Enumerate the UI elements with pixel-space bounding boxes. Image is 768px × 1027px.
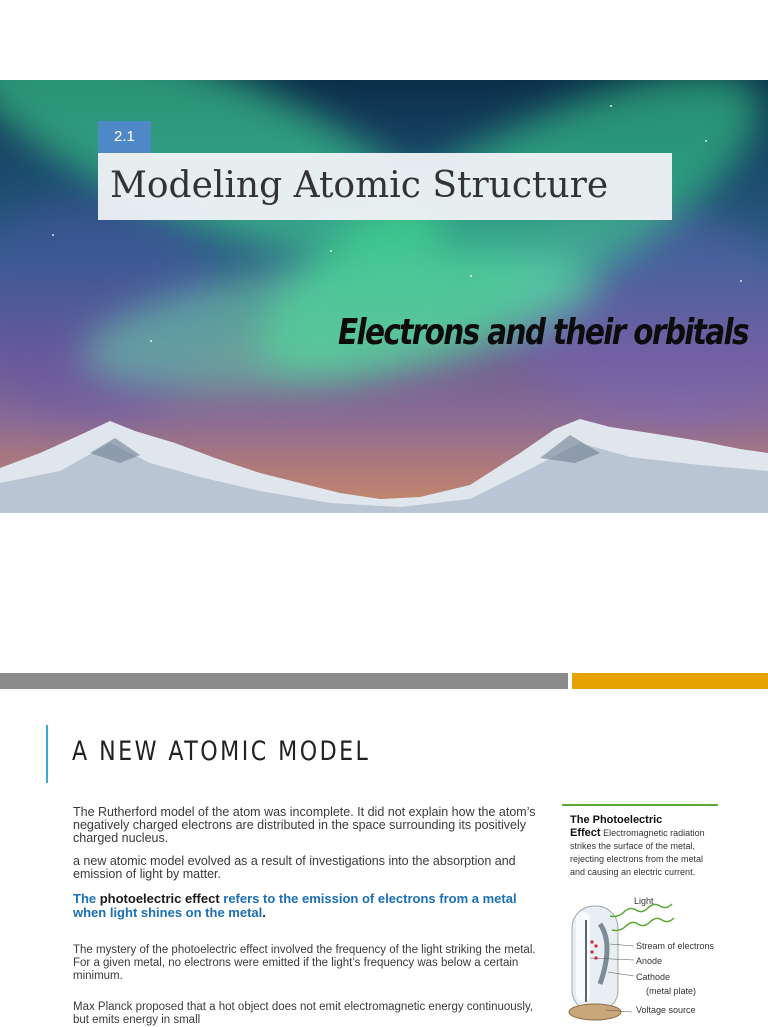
mountains-image [0,413,768,513]
label-metal-plate: (metal plate) [646,986,697,996]
star [470,275,472,277]
photoelectric-figure [562,804,718,1024]
star [610,105,612,107]
figure-caption-inline: Electromagnetic radiation [603,828,705,838]
paragraph-new-model: a new atomic model evolved as a result of investigations into the absorption and emission of light by matter. [73,854,516,881]
slide-heading: A NEW ATOMIC MODEL [72,736,371,767]
slide-title: Modeling Atomic Structure [110,165,609,206]
definition-term: photoelectric effect [99,891,220,906]
section-number-badge: 2.1 [98,121,151,153]
paragraph-definition [73,892,543,920]
title-slide [0,80,768,513]
label-voltage: Voltage source [636,1005,696,1015]
label-light: Light [634,896,654,906]
header-bar-orange [572,673,768,689]
slide-subtitle: Electrons and their orbitals [338,312,748,353]
definition-text: refers to the emission of electrons from a metal when light shines on the metal [73,891,517,920]
label-cathode: Cathode [636,972,671,982]
heading-accent-line [46,725,48,783]
label-anode: Anode [636,956,663,966]
paragraph-rutherford: The Rutherford model of the atom was incomplete. It did not explain how the atom’s negatively charged electrons are distributed in the space surrounding its positively charged nucleus. [73,805,536,845]
paragraph-frequency: The mystery of the photoelectric effect involved the frequency of the light striking the metal. For a given metal, no electrons were emitted if the light’s frequency was below a certain minimum. [73,944,536,982]
figure-title-line1: The Photoelectric [570,814,663,826]
star [52,234,54,236]
star [150,340,152,342]
header-bar-gray [0,673,568,689]
star [330,250,332,252]
definition-period: . [262,905,266,920]
star [705,140,707,142]
figure-caption [570,814,718,879]
definition-lead: The [73,891,100,906]
figure-top-rule [562,804,718,806]
paragraph-planck: Max Planck proposed that a hot object does not emit electromagnetic energy continuously, but emits energy in small [73,1001,534,1026]
title-box [98,153,672,220]
figure-title-line2: Effect [570,827,601,839]
figure-caption-rest: strikes the surface of the metal, rejecting electrons from the metal and causing an electric current. [570,841,704,877]
star [740,280,742,282]
label-stream: Stream of electrons [636,941,715,951]
